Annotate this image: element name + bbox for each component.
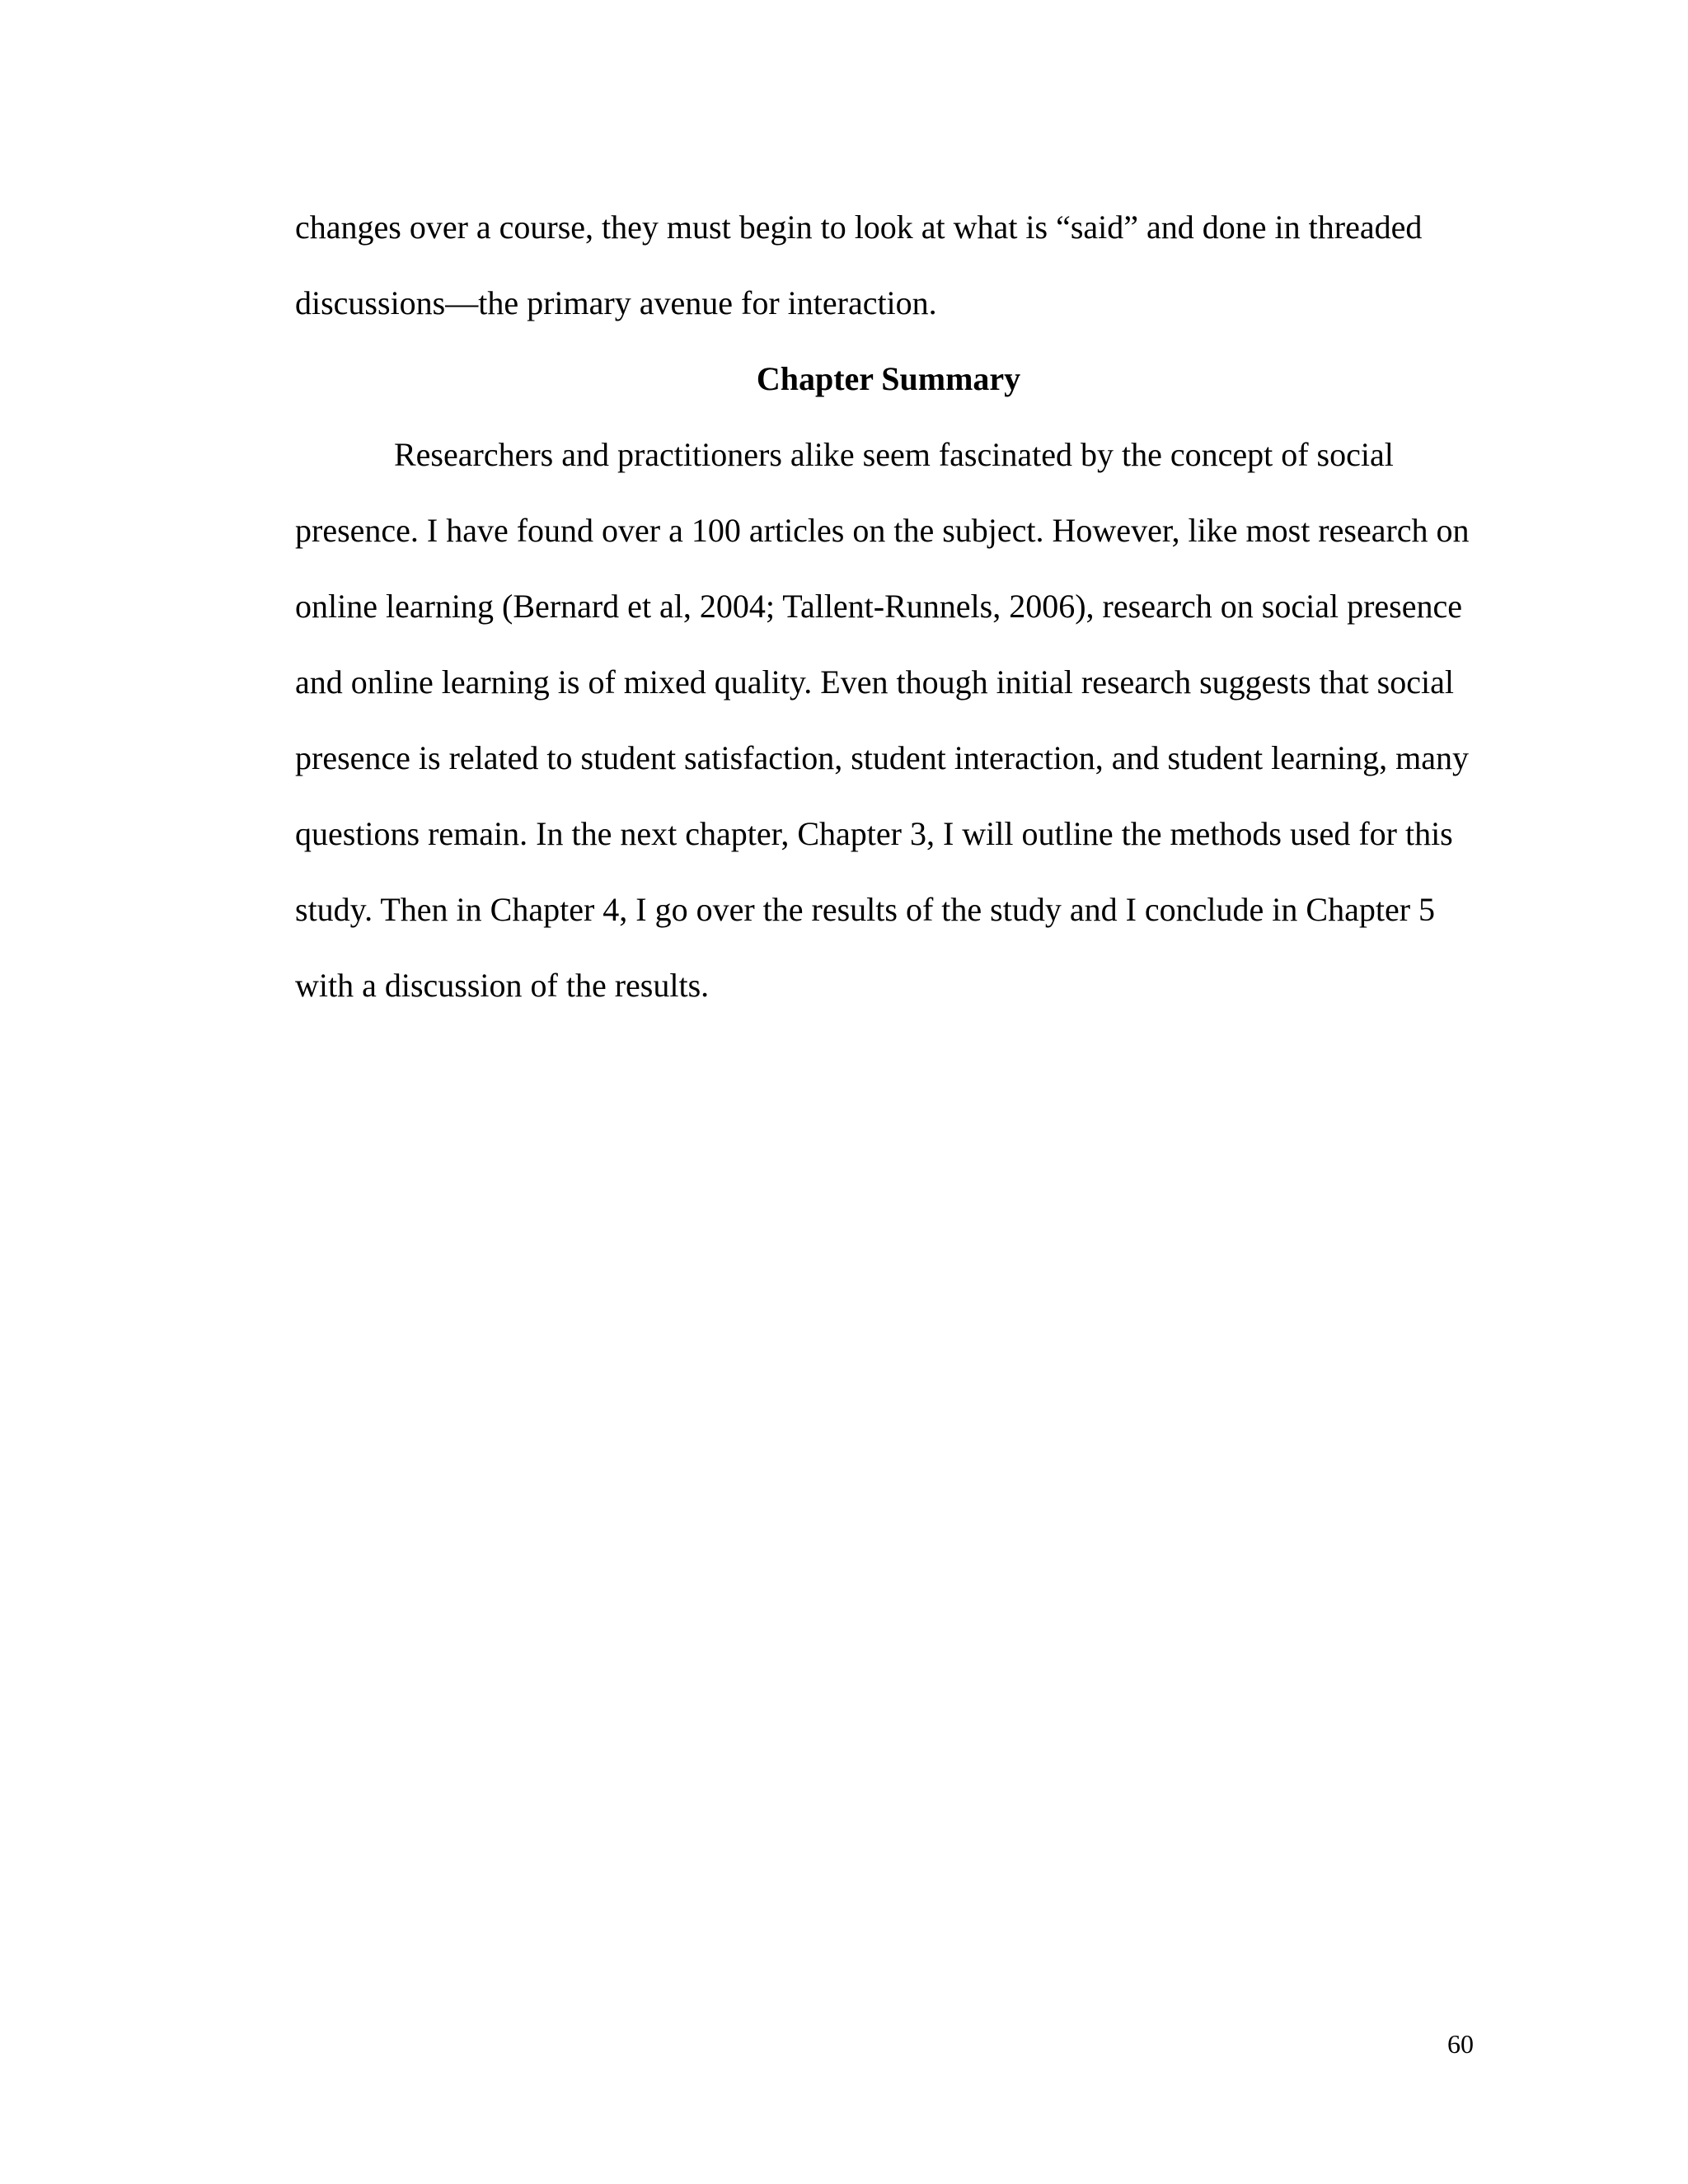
- paragraph-line: with a discussion of the results.: [295, 967, 710, 1004]
- body-text: [295, 190, 1482, 1024]
- paragraph-line: discussions—the primary avenue for interaction.: [295, 284, 937, 321]
- paragraph-line: changes over a course, they must begin to look at what is “said” and done in threaded: [295, 209, 1423, 246]
- paragraph-line: presence is related to student satisfaction, student interaction, and student learning, many: [295, 739, 1470, 776]
- paragraph-line: study. Then in Chapter 4, I go over the results of the study and I conclude in Chapter 5: [295, 891, 1436, 928]
- page-number: 60: [1447, 2029, 1474, 2059]
- section-heading: Chapter Summary: [756, 360, 1021, 397]
- paragraph-line: questions remain. In the next chapter, Chapter 3, I will outline the methods used for this: [295, 815, 1453, 852]
- paragraph-line: online learning (Bernard et al, 2004; Tallent-Runnels, 2006), research on social presence: [295, 588, 1462, 625]
- paragraph-line: and online learning is of mixed quality. Even though initial research suggests that social: [295, 663, 1454, 701]
- paragraph-line: Researchers and practitioners alike seem fascinated by the concept of social: [394, 436, 1394, 473]
- paragraph-line: presence. I have found over a 100 articles on the subject. However, like most research on: [295, 512, 1470, 549]
